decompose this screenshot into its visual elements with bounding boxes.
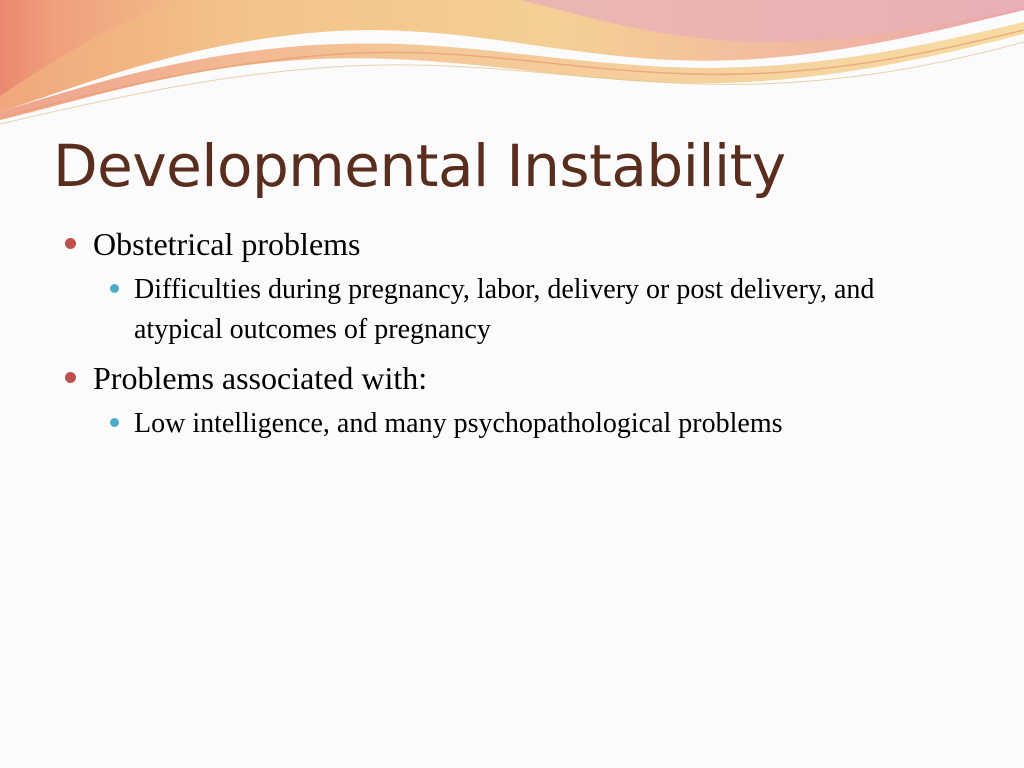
sub-bullet-dot-icon [110, 418, 119, 427]
bullet-list [62, 222, 942, 450]
header-wave-decoration [0, 0, 1024, 130]
sub-bullet-dot-icon [110, 284, 119, 293]
slide-title: Developmental Instability [53, 132, 786, 200]
bullet-text: Problems associated with: [93, 360, 428, 396]
sub-bullet-list [93, 270, 942, 350]
sub-bullet-text: Difficulties during pregnancy, labor, delivery or post delivery, and atypical outcomes of pregnancy [134, 274, 875, 345]
bullet-text: Obstetrical problems [93, 226, 361, 262]
bullet-dot-icon [65, 238, 76, 249]
bullet-dot-icon [65, 372, 76, 383]
sub-bullet-item [93, 404, 894, 444]
bullet-item [62, 356, 942, 444]
sub-bullet-list [93, 404, 942, 444]
sub-bullet-item [93, 270, 894, 350]
bullet-item [62, 222, 942, 350]
sub-bullet-text: Low intelligence, and many psychopathological problems [134, 408, 783, 439]
